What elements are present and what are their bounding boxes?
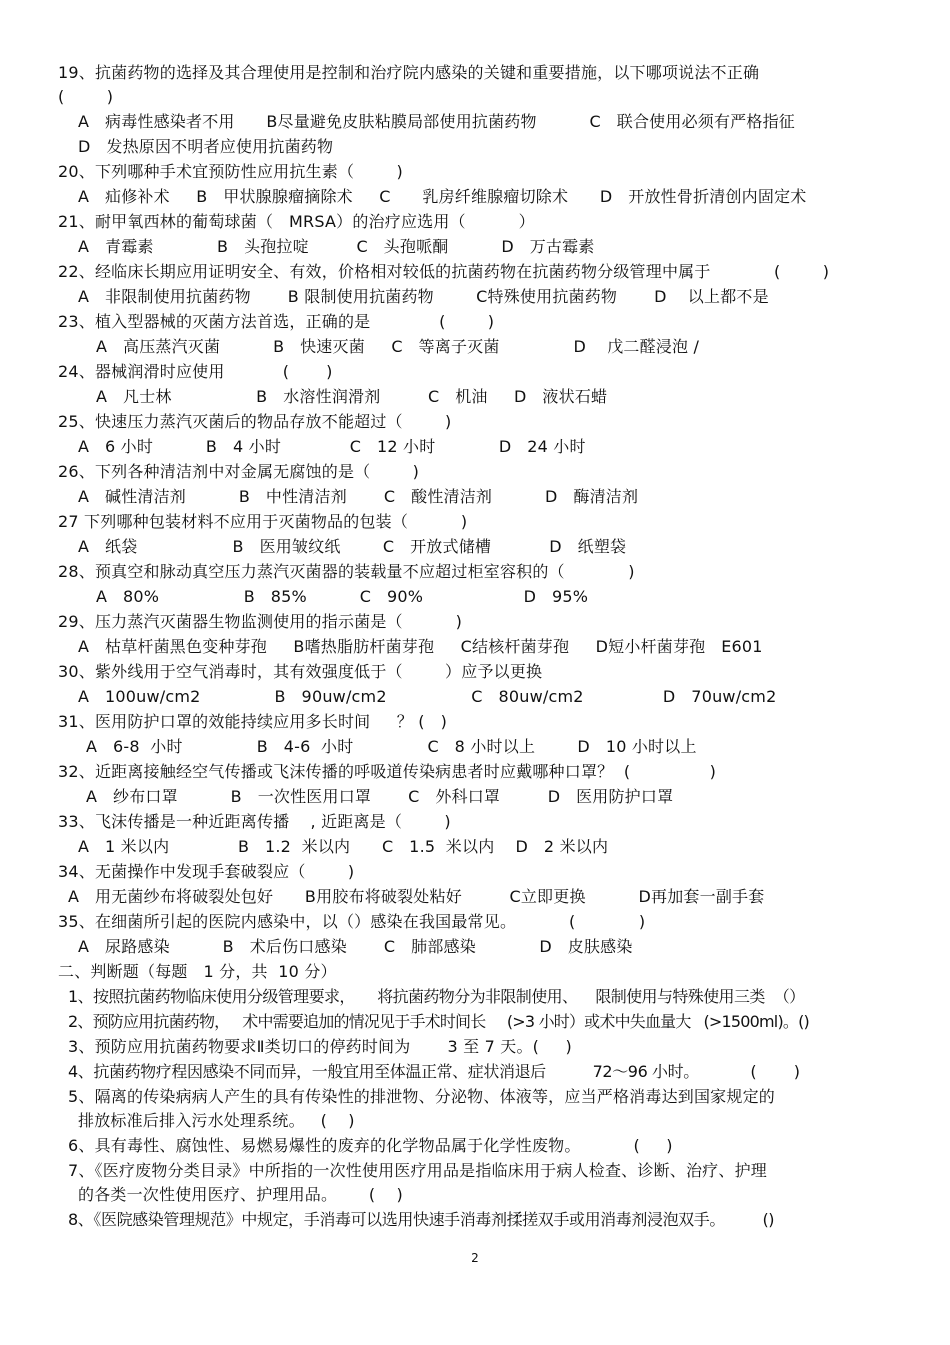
question-26-stem: 26、下列各种清洁剂中对金属无腐蚀的是（ ) <box>58 462 420 481</box>
judgment-5-line-1: 5、隔离的传染病病人产生的具有传染性的排泄物、分泌物、体液等，应当严格消毒达到国家规定的 <box>68 1087 775 1106</box>
question-34-options: A 用无菌纱布将破裂处包好 B用胶布将破裂处粘好 C立即更换 D再加套一副手套 <box>68 887 765 906</box>
question-33-options: A 1 米以内 B 1.2 米以内 C 1.5 米以内 D 2 米以内 <box>78 837 609 856</box>
question-33-stem: 33、飞沫传播是一种近距离传播 , 近距离是（ ) <box>58 812 451 831</box>
question-32-stem: 32、近距离接触经空气传播或飞沫传播的呼吸道传染病患者时应戴哪种口罩？ ( ) <box>58 762 717 781</box>
question-24-options: A 凡士林 B 水溶性润滑剂 C 机油 D 液状石蜡 <box>96 387 608 406</box>
question-26-options: A 碱性清洁剂 B 中性清洁剂 C 酸性清洁剂 D 酶清洁剂 <box>78 487 639 506</box>
judgment-7-line-1: 7、《医疗废物分类目录》中所指的一次性使用医疗用品是指临床用于病人检查、诊断、治疗、护理 <box>68 1161 767 1180</box>
question-23-options: A 高压蒸汽灭菌 B 快速灭菌 C 等离子灭菌 D 戊二醛浸泡 / <box>96 337 700 356</box>
question-29-options: A 枯草杆菌黑色变种芽孢 B嗜热脂肪杆菌芽孢 C结核杆菌芽孢 D短小杆菌芽孢 E601 <box>78 637 763 656</box>
question-25-stem: 25、快速压力蒸汽灭菌后的物品存放不能超过（ ) <box>58 412 452 431</box>
judgment-8: 8、《医院感染管理规范》中规定，手消毒可以选用快速手消毒剂揉搓双手或用消毒剂浸泡双手。 () <box>68 1210 775 1229</box>
question-25-options: A 6 小时 B 4 小时 C 12 小时 D 24 小时 <box>78 437 586 456</box>
judgment-1: 1、按照抗菌药物临床使用分级管理要求， 将抗菌药物分为非限制使用、 限制使用与特殊使用三类 （） <box>68 987 805 1006</box>
page-number: 2 <box>471 1251 479 1265</box>
question-27-options: A 纸袋 B 医用皱纹纸 C 开放式储槽 D 纸塑袋 <box>78 537 627 556</box>
question-32-options: A 纱布口罩 B 一次性医用口罩 C 外科口罩 D 医用防护口罩 <box>86 787 674 806</box>
question-34-stem: 34、无菌操作中发现手套破裂应（ ) <box>58 862 355 881</box>
question-30-options: A 100uw/cm2 B 90uw/cm2 C 80uw/cm2 D 70uw/cm2 <box>78 687 777 706</box>
question-29-stem: 29、压力蒸汽灭菌器生物监测使用的指示菌是（ ) <box>58 612 463 631</box>
question-21-options: A 青霉素 B 头孢拉啶 C 头孢哌酮 D 万古霉素 <box>78 237 595 256</box>
question-19-stem: 19、抗菌药物的选择及其合理使用是控制和治疗院内感染的关键和重要措施，以下哪项说法不正确 <box>58 63 760 82</box>
question-30-stem: 30、紫外线用于空气消毒时，其有效强度低于（ ）应予以更换 <box>58 662 543 681</box>
question-19-options-a-c: A 病毒性感染者不用 B尽量避免皮肤粘膜局部使用抗菌药物 C 联合使用必须有严格指征 <box>78 112 795 131</box>
question-27-stem: 27 下列哪种包装材料不应用于灭菌物品的包装（ ) <box>58 512 468 531</box>
question-19-blank: ( ) <box>58 87 114 106</box>
question-23-stem: 23、植入型器械的灭菌方法首选，正确的是 ( ) <box>58 312 495 331</box>
question-21-stem: 21、耐甲氧西林的葡萄球菌（ MRSA）的治疗应选用（ ） <box>58 212 535 231</box>
judgment-6: 6、具有毒性、腐蚀性、易燃易爆性的废弃的化学物品属于化学性废物。 ( ) <box>68 1136 673 1155</box>
question-35-options: A 尿路感染 B 术后伤口感染 C 肺部感染 D 皮肤感染 <box>78 937 633 956</box>
judgment-5-line-2: 排放标准后排入污水处理系统。 ( ) <box>78 1111 355 1130</box>
question-35-stem: 35、在细菌所引起的医院内感染中，以（）感染在我国最常见。 ( ) <box>58 912 646 931</box>
judgment-3: 3、预防应用抗菌药物要求Ⅱ类切口的停药时间为 3 至 7 天。( ) <box>68 1037 572 1056</box>
question-31-options: A 6-8 小时 B 4-6 小时 C 8 小时以上 D 10 小时以上 <box>86 737 697 756</box>
judgment-2: 2、预防应用抗菌药物， 术中需要追加的情况见于手术时间长 (>3 小时）或术中失血量大 (>1500ml)。() <box>68 1012 809 1031</box>
question-28-options: A 80% B 85% C 90% D 95% <box>96 587 589 606</box>
section-true-false-heading: 二、判断题（每题 1 分，共 10 分） <box>58 962 337 981</box>
question-20-options: A 疝修补术 B 甲状腺腺瘤摘除术 C 乳房纤维腺瘤切除术 D 开放性骨折清创内固定术 <box>78 187 807 206</box>
judgment-7-line-2: 的各类一次性使用医疗、护理用品。 ( ) <box>78 1185 403 1204</box>
question-22-options: A 非限制使用抗菌药物 B 限制使用抗菌药物 C特殊使用抗菌药物 D 以上都不是 <box>78 287 769 306</box>
question-20-stem: 20、下列哪种手术宜预防性应用抗生素（ ) <box>58 162 403 181</box>
question-24-stem: 24、器械润滑时应使用 ( ) <box>58 362 333 381</box>
judgment-4: 4、抗菌药物疗程因感染不同而异，一般宜用至体温正常、症状消退后 72～96 小时。 ( ) <box>68 1062 800 1081</box>
question-31-stem: 31、医用防护口罩的效能持续应用多长时间 ？ ( ) <box>58 712 448 731</box>
question-22-stem: 22、经临床长期应用证明安全、有效，价格相对较低的抗菌药物在抗菌药物分级管理中属于 ( ) <box>58 262 830 281</box>
question-19-option-d: D 发热原因不明者应使用抗菌药物 <box>78 137 334 156</box>
question-28-stem: 28、预真空和脉动真空压力蒸汽灭菌器的装载量不应超过柜室容积的（ ) <box>58 562 635 581</box>
